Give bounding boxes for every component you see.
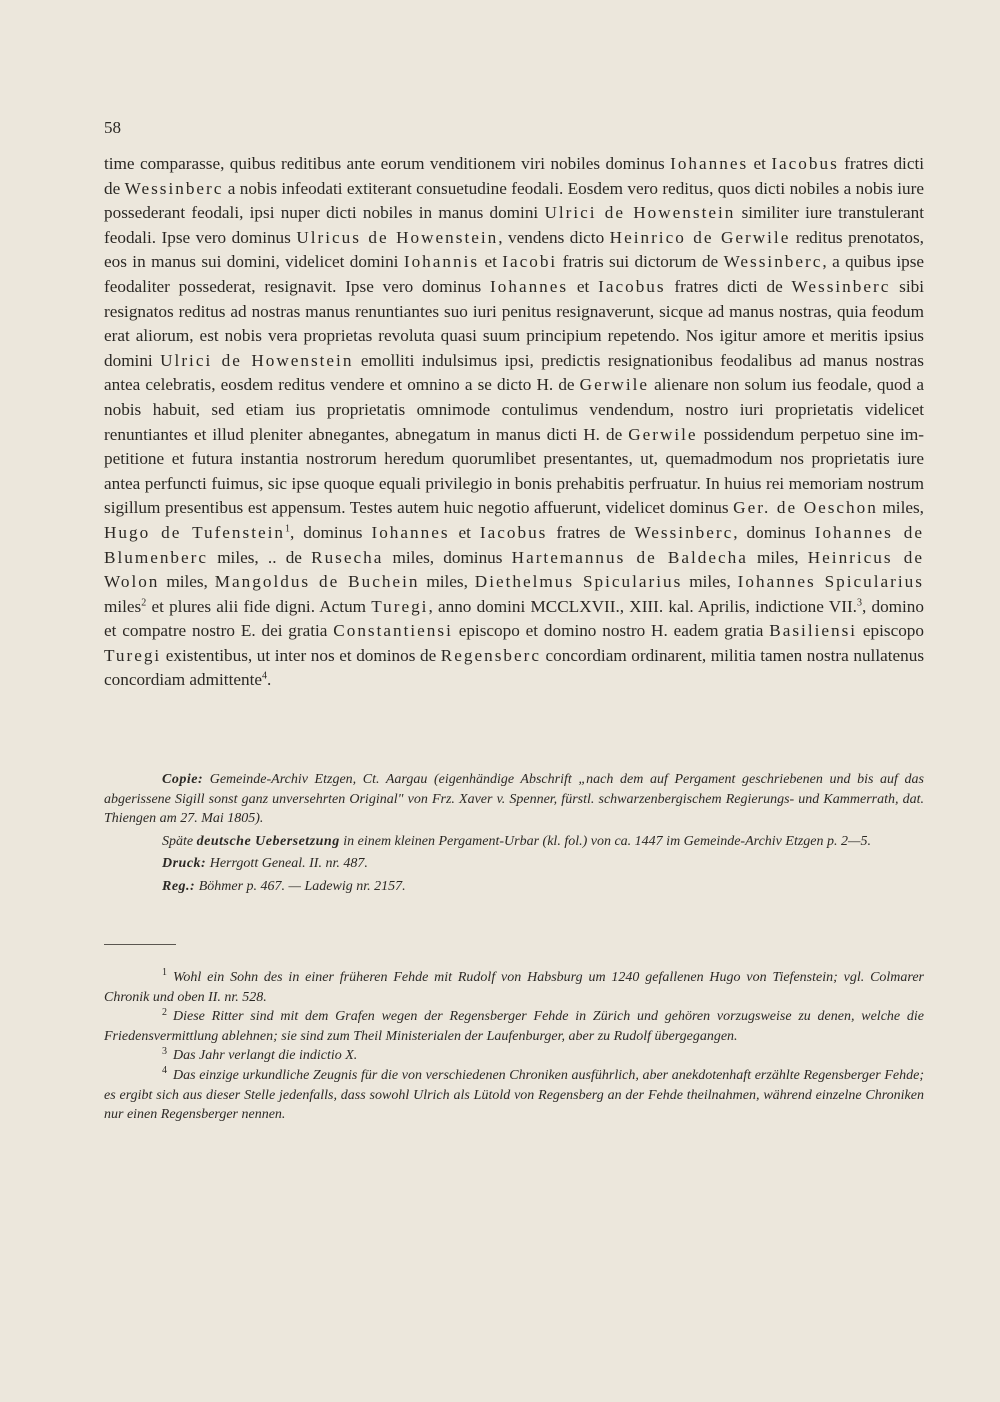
place-name: Gerwile xyxy=(579,375,650,395)
footnote: $^4$ Das einzige urkundliche Zeugnis für die von verschiedenen Chroniken ausführlich, aber anekdotenhaft erzählte Regensberger Fehde; es ergibt sich aus dieser Stelle jedenfalls, dass sowohl Ulrich als Lütold von Regensberg an der Fehde theilnahmen, während einzelne Chroniken nur einen Regensberger nennen. xyxy=(104,1065,924,1123)
footnote-ref: 2 xyxy=(141,596,147,608)
footnote: $^1$ Wohl ein Sohn des in einer früheren Fehde mit Rudolf von Habsburg um 1240 gefallenen Hugo von Tiefenstein; vgl. Colmarer Chronik und oben II. nr. 528. xyxy=(104,967,924,1005)
source-notes xyxy=(104,770,924,900)
translation-label: deutsche Uebersetzung xyxy=(196,833,340,849)
person-name: Heinricus de Wolon xyxy=(104,547,924,592)
page-number: 58 xyxy=(104,118,121,137)
footnote-marker: 1 xyxy=(162,967,167,979)
person-name: Ulricus de Howenstein xyxy=(296,227,499,247)
footnotes xyxy=(104,968,924,1125)
copie-label: Copie: xyxy=(162,772,204,787)
copie-note: Copie: Gemeinde-Archiv Etzgen, Ct. Aargau (eigenhändige Abschrift „nach dem auf Pergament geschriebenen und bis auf das abgerissene Sigill sonst ganz unversehrten Original" von Frz. Xaver v. Spenner, fürstl. schwarzenbergischem Regierungs- und Kammerrath, dat. Thiengen am 27. Mai 1805). xyxy=(104,772,924,827)
footnote: $^2$ Diese Ritter sind mit dem Grafen wegen der Regensberger Fehde in Zürich und gehören vorzugsweise zu denen, welche die Friedensvermittlung ablehnen; sie sind zum Theil Ministerialen der Laufenburger, aber zu Rudolf übergegangen. xyxy=(104,1006,924,1044)
place-name: Wessinberc xyxy=(723,252,823,272)
place-name: Basiliensi xyxy=(769,621,858,641)
footnote-ref: 3 xyxy=(856,596,862,608)
place-name: Gerwile xyxy=(628,424,698,444)
person-name: Iohannes Spicularius xyxy=(737,572,924,592)
regest-note: Reg.: Böhmer p. 467. — Ladewig nr. 2157. xyxy=(162,878,406,894)
place-name: Regensberc xyxy=(440,645,541,665)
print-note: Druck: Herrgott Geneal. II. nr. 487. xyxy=(162,856,368,872)
person-name: Hartemannus de Baldecha xyxy=(511,547,748,567)
person-name: Mangoldus de Buchein xyxy=(214,572,420,592)
place-name: Wessinberc xyxy=(634,522,734,542)
person-name: Diethelmus Spicularius xyxy=(474,572,683,592)
person-name: Iohannes de Blumenberc xyxy=(104,522,924,567)
place-name: Rusecha xyxy=(311,547,384,567)
footnote-marker: 4 xyxy=(162,1065,167,1077)
charter-text: time comparasse, quibus reditibus ante eorum venditionem viri nobiles dominus Iohannes et Iacobus fratres dicti de Wessinberc a nobis infeodati extiterant consuetudine feodali. Eosdem vero reditus, quos dicti nobiles a nobis iure possederant feodali, ipsi nuper dicti nobiles in manus domini Ulrici de Howenstein similiter iure transtulerant feodali. Ipse vero dominus Ulricus de Howenstein, vendens dicto Heinrico de Gerwile reditus prenotatos, eos in manus sui domini, videlicet domini Iohannis et Iacobi fratris sui dictorum de Wessinberc, a quibus ipse feodaliter possederat, resignavit. Ipse vero dominus Iohannes et Iacobus fratres dicti de Wessinberc sibi resignatos reditus ad nostras manus renuntiantes suo iuri penitus resignaverunt, sicque ad manus nostras, quia feodum erat aliorum, est nobis vera proprietas revoluta quasi suum principium repetendo. Nos igitur amore et meritis ipsius domini Ulrici de Howenstein emolliti indulsimus ipsi, predictis resignationibus feodalibus ad manus nostras antea celebratis, eosdem reditus vendere et omnino a se dicto H. de Gerwile alienare non solum ius feodale, quod a nobis habuit, sed etiam ius proprietatis omnimode contulimus vendendum, nostro iuri proprietatis videlicet renuntiantes et illud pleniter abnegantes, abnegatum in manus dicti H. de Gerwile possidendum perpetuo sine impetitione et futura instantia nostrorum heredum quorumlibet presentantes, ut, quemadmodum nos proprietatis iure antea perfuncti fuimus, sic ipse quoque equali privilegio in bonis prehabitis perfruatur. In huius rei memoriam nostrum sigillum presentibus est appensum. Testes autem huic negotio affuerunt, videlicet dominus Ger. de Oeschon miles, Hugo de Tufenstein$^1$, dominus Iohannes et Iacobus fratres de Wessinberc, dominus Iohannes de Blumenberc miles, .. de Rusecha miles, dominus Hartemannus de Baldecha miles, Heinricus de Wolon miles, Mangoldus de Buchein miles, Diethelmus Spicularius miles, Iohannes Spicularius miles$^2$ et plures alii fide digni. Actum Turegi, anno domini MCCLXVII., XIII. kal. Aprilis, indictione VII.$^3$, domino et compatre nostro E. dei gratia Constantiensi episcopo et domino nostro H. eadem gratia Basiliensi episcopo Turegi existentibus, ut inter nos et dominos de Regensberc concordiam ordinarent, militia tamen nostra nullatenus concordiam admittente$^4$. xyxy=(104,154,925,690)
footnote-ref: 1 xyxy=(284,523,290,535)
footnote-marker: 2 xyxy=(162,1006,167,1018)
person-name: Heinrico de Gerwile xyxy=(609,227,791,247)
reg-label: Reg.: xyxy=(162,878,196,894)
person-name: Iacobus xyxy=(598,276,666,296)
druck-label: Druck: xyxy=(162,856,207,872)
person-name: Ulrici de Howenstein xyxy=(160,350,354,370)
place-name: Turegi xyxy=(104,645,162,665)
person-name: Iohannes xyxy=(490,276,569,296)
footnote: $^3$ Das Jahr verlangt die indictio X. xyxy=(162,1045,358,1064)
footnote-ref: 4 xyxy=(261,670,267,682)
person-name: Ulrici de Howenstein xyxy=(544,203,736,223)
person-name: Ger. de Oeschon xyxy=(733,498,878,518)
footnote-marker: 3 xyxy=(162,1045,167,1057)
translation-note: Späte deutsche Uebersetzung in einem kleinen Pergament-Urbar (kl. fol.) von ca. 1447 im Gemeinde-Archiv Etzgen p. 2—5. xyxy=(162,833,871,849)
person-name: Hugo de Tufenstein xyxy=(104,522,285,542)
person-name: Iacobi xyxy=(502,252,558,272)
place-name: Wessinberc xyxy=(124,178,224,198)
person-name: Iacobus xyxy=(479,522,548,542)
person-name: Iohannes xyxy=(371,522,450,542)
person-name: Iacobus xyxy=(771,154,839,173)
footnote-divider xyxy=(104,944,176,945)
person-name: Iohannis xyxy=(403,252,480,272)
place-name: Constantiensi xyxy=(333,621,453,641)
person-name: Iohannes xyxy=(670,154,749,173)
place-name: Wessinberc xyxy=(791,276,891,296)
place-name: Turegi xyxy=(371,596,429,616)
